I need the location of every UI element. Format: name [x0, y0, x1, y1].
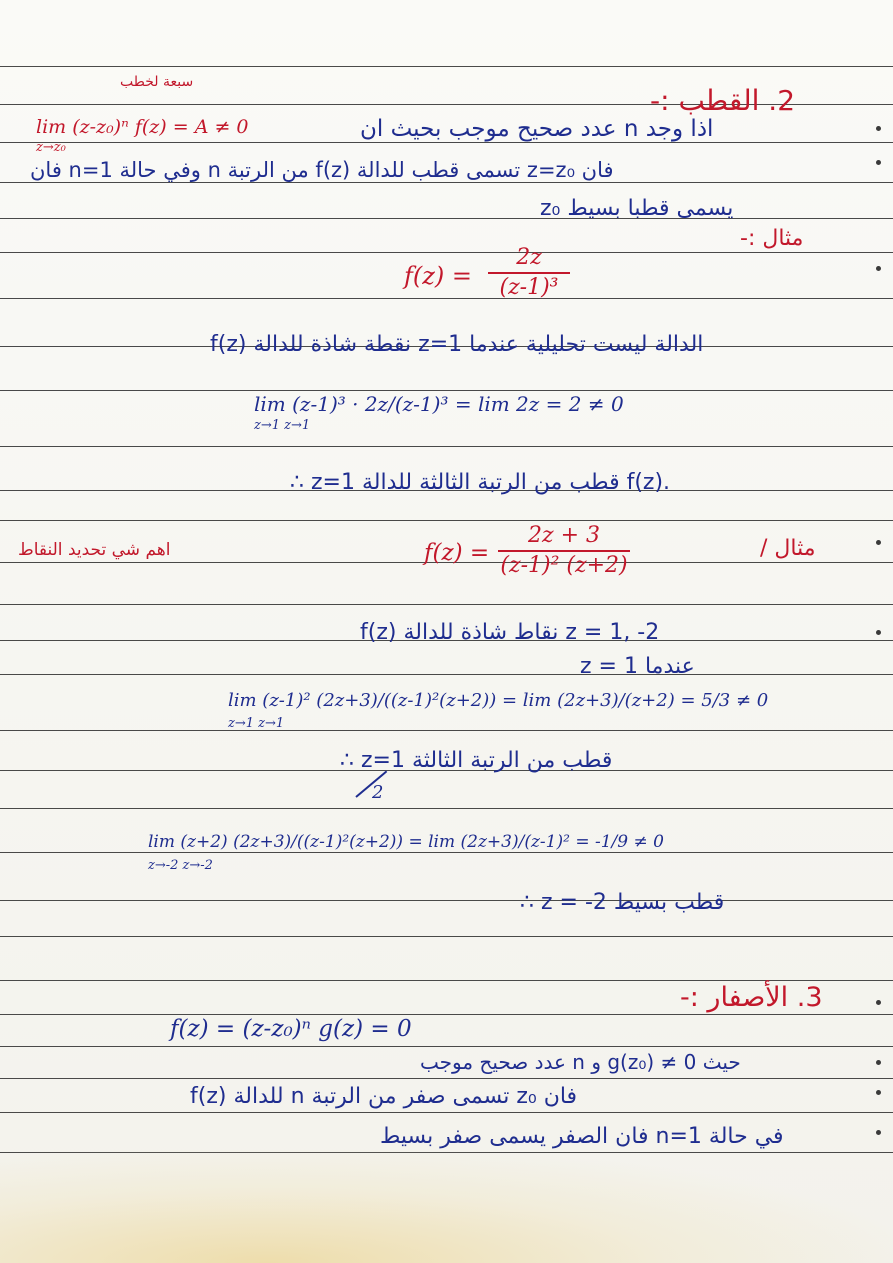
example1-conclusion: ∴ z=1 قطب من الرتبة الثالثة للدالة f(z).: [290, 470, 671, 495]
margin-dot: [876, 540, 881, 545]
ruled-line: [0, 808, 893, 809]
example2-numerator: 2z + 3: [527, 523, 600, 548]
margin-dot: [876, 1090, 881, 1095]
section2-title: 2. القطب :-: [650, 84, 796, 117]
paper-stain: [0, 1150, 893, 1263]
ruled-line: [0, 390, 893, 391]
definition-limit-sub: z→z₀: [36, 140, 66, 155]
example2-limit-1: lim (z-1)² (2z+3)/((z-1)²(z+2)) = lim (2z+3)/(z+2) = 5/3 ≠ 0: [228, 690, 769, 711]
example1-numerator: 2z: [516, 245, 542, 270]
ruled-line: [0, 1078, 893, 1079]
ruled-line: [0, 66, 893, 67]
ruled-line: [0, 182, 893, 183]
example2-conclusion-1: ∴ z=1 قطب من الرتبة الثالثة: [340, 748, 613, 773]
ruled-line: [0, 900, 893, 901]
zeros-equation: f(z) = (z-z₀)ⁿ g(z) = 0: [170, 1016, 412, 1042]
example2-label: مثال /: [760, 536, 816, 561]
ruled-line: [0, 604, 893, 605]
ruled-line: [0, 730, 893, 731]
ruled-line: [0, 674, 893, 675]
ruled-line: [0, 218, 893, 219]
ruled-line: [0, 1046, 893, 1047]
example2-limit-2: lim (z+2) (2z+3)/((z-1)²(z+2)) = lim (2z+3)/(z-1)² = -1/9 ≠ 0: [148, 832, 664, 852]
definition-line-3: z₀ يسمى قطبا بسيط: [540, 196, 734, 221]
example2-fraction: [494, 522, 634, 580]
example1-line-1: الدالة ليست تحليلية عندما z=1 نقطة شاذة للدالة f(z): [210, 332, 704, 357]
example1-lhs: f(z) =: [404, 262, 472, 290]
ruled-line: [0, 980, 893, 981]
ruled-line: [0, 1112, 893, 1113]
zeros-line-3: في حالة n=1 فان الصفر يسمى صفر بسيط: [380, 1124, 784, 1149]
ruled-line: [0, 298, 893, 299]
example1-fraction: [484, 244, 574, 302]
margin-dot: [876, 1000, 881, 1005]
margin-dot: [876, 630, 881, 635]
ruled-line: [0, 252, 893, 253]
margin-dot: [876, 1130, 881, 1135]
margin-dot: [876, 266, 881, 271]
example2-correction: 2: [372, 782, 384, 803]
example2-limit-1-sub: z→1 z→1: [228, 716, 285, 731]
ruled-line: [0, 446, 893, 447]
example2-denominator: (z-1)² (z+2): [500, 553, 628, 578]
example1-limit-sub: z→1 z→1: [254, 418, 311, 433]
margin-dot: [876, 1060, 881, 1065]
section2-margin-note: سبعة لخطب: [120, 74, 194, 90]
definition-line-2: فان z=z₀ تسمى قطب للدالة f(z) من الرتبة n وفي حالة n=1 فان: [30, 158, 614, 182]
ruled-line: [0, 852, 893, 853]
example1-label: مثال :-: [740, 226, 804, 251]
example2-conclusion-2: ∴ z = -2 قطب بسيط: [520, 890, 725, 915]
margin-dot: [876, 126, 881, 131]
ruled-line: [0, 520, 893, 521]
ruled-line: [0, 142, 893, 143]
definition-limit: lim (z-z₀)ⁿ f(z) = A ≠ 0: [36, 116, 249, 138]
example1-limit: lim (z-1)³ · 2z/(z-1)³ = lim 2z = 2 ≠ 0: [254, 392, 624, 416]
example1-denominator: (z-1)³: [499, 275, 559, 300]
section3-title: 3. الأصفار :-: [680, 982, 823, 1013]
ruled-line: [0, 936, 893, 937]
example2-limit-2-sub: z→-2 z→-2: [148, 858, 213, 873]
zeros-line-1: حيث g(z₀) ≠ 0 و n عدد صحيح موجب: [420, 1050, 741, 1074]
example2-margin-note: اهم شي تحديد النقاط: [18, 540, 171, 560]
example2-singular-points: f(z) نقاط شاذة للدالة z = 1, -2: [360, 620, 660, 645]
example2-when: عندما z = 1: [580, 654, 695, 679]
zeros-line-2: فان z₀ تسمى صفر من الرتبة n للدالة f(z): [190, 1084, 578, 1109]
margin-dot: [876, 160, 881, 165]
ruled-line: [0, 1014, 893, 1015]
example2-lhs: f(z) =: [424, 540, 490, 566]
definition-line-1: اذا وجد n عدد صحيح موجب بحيث ان: [360, 116, 714, 142]
